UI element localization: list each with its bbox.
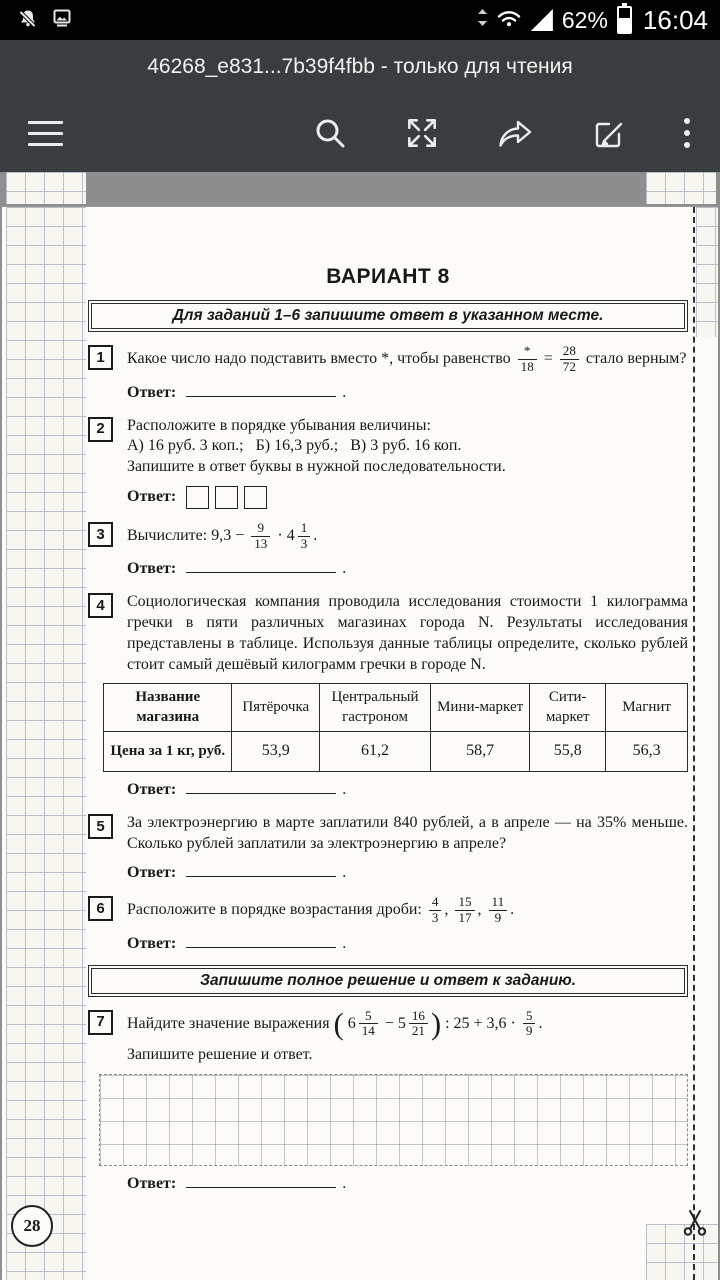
comma: , (477, 901, 482, 919)
numerator: 28 (560, 344, 579, 360)
task-7-number: 7 (88, 1010, 113, 1035)
task-7-label: Найдите значение выражения (127, 1014, 330, 1032)
table-header-cell: Центральный гастроном (320, 684, 431, 732)
task-4 (88, 592, 688, 801)
status-bar (0, 0, 720, 40)
answer-period: . (342, 1174, 347, 1192)
table-header-cell: Пятёрочка (232, 684, 320, 732)
cut-line (693, 207, 695, 1280)
scissors-icon (682, 1209, 708, 1241)
table-header-cell: Название магазина (104, 684, 232, 732)
answer-line (127, 1174, 688, 1195)
numerator: 16 (409, 1009, 428, 1025)
denominator: 17 (458, 910, 472, 926)
fraction (298, 521, 311, 551)
table-header-cell: Магнит (606, 684, 688, 732)
equals-sign: = (543, 350, 553, 368)
answer-period: . (342, 781, 347, 799)
instruction-banner-1 (88, 300, 688, 332)
fraction (523, 1009, 536, 1039)
table-value-row (104, 732, 688, 772)
answer-line (127, 383, 688, 404)
battery-icon (617, 6, 632, 34)
expression-end: . (510, 901, 515, 919)
answer-blank (186, 1174, 336, 1188)
fraction (359, 1009, 378, 1039)
task-7-sub-label: Запишите решение и ответ. (127, 1046, 313, 1064)
answer-blank (186, 780, 336, 794)
answer-label: Ответ: (127, 383, 177, 401)
solution-grid-area (99, 1074, 688, 1166)
minus-sign: − (384, 1014, 394, 1032)
document-title-bar (0, 40, 720, 94)
menu-icon[interactable] (28, 121, 63, 146)
denominator: 21 (411, 1023, 425, 1039)
table-header-cell: Мини-маркет (431, 684, 530, 732)
edit-icon[interactable] (590, 115, 626, 151)
fullscreen-icon[interactable] (404, 115, 440, 151)
answer-label: Ответ: (127, 863, 177, 881)
answer-period: . (342, 863, 347, 881)
instruction-banner-2 (88, 965, 688, 997)
clock: 16:04 (642, 4, 708, 35)
table-cell: 61,2 (320, 732, 431, 772)
answer-label: Ответ: (127, 1174, 177, 1192)
answer-blank (186, 863, 336, 877)
whole-number: 5 (397, 1014, 406, 1032)
task-7 (88, 1006, 688, 1195)
denominator: 72 (562, 359, 576, 375)
task-3-label: Вычислите: (127, 526, 208, 544)
numerator: 9 (251, 521, 270, 537)
table-cell: 55,8 (530, 732, 606, 772)
task-3 (88, 521, 688, 580)
task-1-number: 1 (88, 345, 113, 370)
wifi-icon (496, 8, 522, 32)
numerator: * (518, 344, 537, 360)
task-2 (88, 416, 688, 509)
denominator: 13 (254, 535, 268, 551)
document-page[interactable] (2, 206, 718, 1280)
task-2-number: 2 (88, 417, 113, 442)
task-5-number: 5 (88, 814, 113, 839)
price-table (103, 683, 688, 772)
denominator: 9 (525, 1023, 533, 1039)
numerator: 5 (523, 1009, 536, 1025)
task-1-text-after: стало верным? (585, 350, 687, 368)
answer-period: . (342, 934, 347, 952)
notification-muted-icon (18, 8, 38, 33)
numerator: 15 (455, 895, 474, 911)
variant-title: ВАРИАНТ 8 (326, 265, 450, 288)
worksheet-content (88, 263, 688, 1207)
expression-end: . (313, 526, 318, 544)
fraction (560, 344, 579, 374)
prev-page-grid-left (6, 172, 86, 204)
task-5-text: За электроэнергию в марте заплатили 840 рублей, а в апреле — на 35% меньше. Сколько рублей заплатили за электроэнергию в апреле? (127, 813, 688, 852)
comma: , (444, 901, 449, 919)
table-cell: 56,3 (606, 732, 688, 772)
answer-label: Ответ: (127, 781, 177, 799)
multiply-sign: · (277, 526, 283, 544)
instruction-banner-2-text: Запишите полное решение и ответ к заданию. (91, 968, 685, 994)
answer-period: . (342, 560, 347, 578)
fraction (409, 1009, 428, 1039)
task-1-text-before: Какое число надо подставить вместо *, чтобы равенство (127, 350, 511, 368)
prev-page-grid-right (646, 172, 716, 204)
task-4-text: Социологическая компания проводила исследования стоимости 1 килограмма гречки в пяти различных магазинах города N. Результаты исследования представлены в таблице. Используя данные таблицы определите, сколько рублей стоит самый дешёвый килограмм гречки в городе N. (127, 593, 688, 673)
answer-box (186, 486, 209, 509)
instruction-banner-1-text: Для заданий 1–6 запишите ответ в указанном месте. (91, 303, 685, 329)
denominator: 9 (494, 910, 502, 926)
answer-label: Ответ: (127, 934, 177, 952)
denominator: 14 (361, 1023, 375, 1039)
table-cell: 53,9 (232, 732, 320, 772)
page-number: 28 (23, 1216, 41, 1235)
answer-box (215, 486, 238, 509)
signal-icon (531, 9, 553, 31)
task-2-line-3: Запишите в ответ буквы в нужной последовательности. (127, 458, 506, 476)
numerator: 4 (429, 895, 442, 911)
table-header-cell: Сити-маркет (530, 684, 606, 732)
answer-line (127, 863, 688, 884)
more-icon[interactable] (682, 116, 692, 150)
task-5 (88, 813, 688, 883)
whole-number: 4 (286, 526, 295, 544)
answer-line (127, 486, 688, 509)
answer-blank (186, 559, 336, 573)
task-4-number: 4 (88, 593, 113, 618)
document-title: 46268_e831...7b39f4fbb - только для чтения (147, 55, 573, 78)
denominator: 3 (431, 910, 439, 926)
task-6-label: Расположите в порядке возрастания дроби: (127, 901, 422, 919)
search-icon[interactable] (312, 115, 348, 151)
answer-label: Ответ: (127, 560, 177, 578)
table-cell: 58,7 (431, 732, 530, 772)
task-2-line-2: А) 16 руб. 3 коп.; Б) 16,3 руб.; В) 3 руб. 16 коп. (127, 437, 462, 455)
numerator: 1 (298, 521, 311, 537)
answer-line (127, 780, 688, 801)
expression-part: 9,3 − (211, 526, 245, 544)
answer-blank (186, 383, 336, 397)
whole-number: 6 (347, 1014, 356, 1032)
margin-grid-left (6, 207, 86, 1280)
fraction (489, 895, 508, 925)
screenshot-icon (52, 8, 72, 33)
data-arrows-icon (478, 9, 487, 31)
denominator: 3 (300, 535, 308, 551)
answer-box (244, 486, 267, 509)
share-icon[interactable] (496, 116, 534, 150)
fraction (455, 895, 474, 925)
task-3-number: 3 (88, 522, 113, 547)
expression-end: . (538, 1014, 543, 1032)
task-2-line-1: Расположите в порядке убывания величины: (127, 416, 431, 434)
fraction (429, 895, 442, 925)
numerator: 5 (359, 1009, 378, 1025)
answer-line (127, 934, 688, 955)
denominator: 18 (520, 359, 534, 375)
numerator: 11 (489, 895, 508, 911)
answer-label: Ответ: (127, 488, 177, 506)
page-number-badge (11, 1205, 53, 1247)
task-6 (88, 895, 688, 954)
table-header-row (104, 684, 688, 732)
battery-percent: 62% (561, 6, 608, 33)
answer-period: . (342, 383, 347, 401)
answer-blank (186, 934, 336, 948)
document-viewport[interactable] (0, 172, 720, 1280)
fraction (518, 344, 537, 374)
paren-close: ) (430, 1006, 442, 1041)
task-1 (88, 344, 688, 403)
answer-line (127, 559, 688, 580)
paren-open: ( (333, 1006, 344, 1041)
task-6-number: 6 (88, 896, 113, 921)
margin-grid-top-right (696, 207, 718, 337)
table-row-label: Цена за 1 кг, руб. (104, 732, 232, 772)
fraction (251, 521, 270, 551)
viewer-toolbar (0, 94, 720, 172)
expression-part: : 25 + 3,6 · (445, 1014, 516, 1032)
